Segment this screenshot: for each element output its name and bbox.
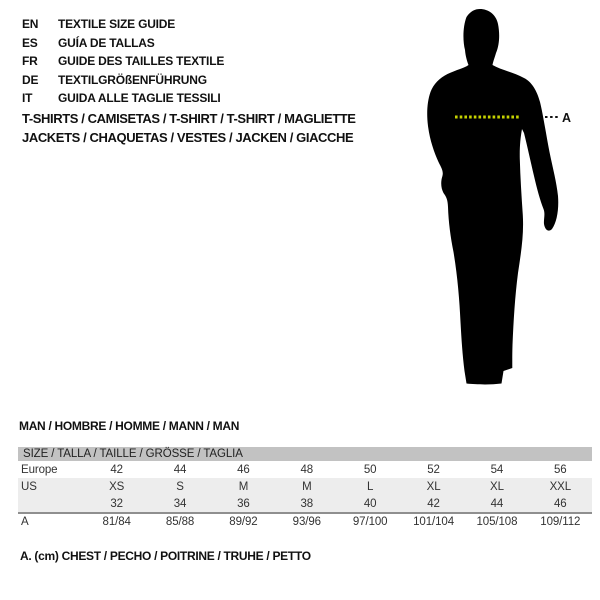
language-label: TEXTILGRÖßENFÜHRUNG [58, 72, 207, 87]
table-cell: 36 [237, 497, 250, 510]
table-cell: 42 [110, 463, 123, 476]
language-label: GUÍA DE TALLAS [58, 35, 155, 50]
table-cell: 44 [173, 463, 187, 476]
table-cell: 50 [363, 463, 377, 476]
table-cell: M [302, 480, 312, 493]
table-cell: M [238, 480, 249, 493]
table-row-europe [18, 461, 592, 478]
row-label: A [21, 515, 29, 528]
language-row-de [22, 71, 224, 90]
language-label: GUIDA ALLE TAGLIE TESSILI [58, 91, 221, 106]
table-cell: 56 [554, 463, 567, 476]
table-cell: XXL [549, 480, 572, 493]
language-row-fr [22, 52, 224, 71]
language-code: DE [22, 72, 39, 87]
language-code: EN [22, 17, 39, 32]
table-cell: 101/104 [413, 515, 454, 528]
table-cell: 54 [490, 463, 504, 476]
table-row-us-numeric [18, 495, 592, 512]
language-label: GUIDE DES TAILLES TEXTILE [58, 54, 225, 69]
table-row-chest-a [18, 512, 592, 529]
man-silhouette-figure [395, 0, 600, 400]
table-cell: XL [490, 480, 504, 493]
table-cell: 109/112 [540, 515, 581, 528]
language-row-es [22, 34, 224, 53]
section-title-man: MAN / HOMBRE / HOMME / MANN / MAN [19, 419, 240, 433]
product-type-block [22, 110, 356, 147]
table-cell: L [367, 480, 374, 493]
language-title-block [22, 15, 224, 108]
product-line-tshirts: T-SHIRTS / CAMISETAS / T-SHIRT / T-SHIRT / MAGLIETTE [22, 111, 356, 126]
table-cell: XL [426, 480, 441, 493]
table-cell: 93/96 [292, 515, 321, 528]
language-code: ES [22, 35, 38, 50]
row-label: US [21, 480, 37, 493]
table-cell: 48 [300, 463, 314, 476]
table-cell: 52 [427, 463, 440, 476]
table-row-us [18, 478, 592, 495]
table-cell: 44 [490, 497, 504, 510]
language-label: TEXTILE SIZE GUIDE [58, 17, 176, 32]
table-cell: 46 [237, 463, 250, 476]
product-line-jackets: JACKETS / CHAQUETAS / VESTES / JACKEN / GIACCHE [22, 129, 354, 145]
table-cell: 105/108 [476, 515, 518, 528]
measurement-footnote: A. (cm) CHEST / PECHO / POITRINE / TRUHE / PETTO [20, 549, 311, 563]
language-row-en [22, 15, 224, 34]
table-cell: 85/88 [165, 515, 195, 528]
table-cell: 38 [300, 497, 314, 510]
language-code: FR [22, 54, 38, 69]
size-table [18, 447, 592, 529]
table-cell: XS [109, 480, 125, 493]
language-row-it [22, 89, 224, 108]
table-cell: 42 [427, 497, 440, 510]
table-cell: 89/92 [229, 515, 258, 528]
table-cell: 34 [173, 497, 187, 510]
row-label: Europe [21, 463, 58, 476]
table-cell: 97/100 [352, 515, 388, 528]
table-cell: 81/84 [102, 515, 131, 528]
table-cell: 40 [363, 497, 377, 510]
size-table-header: SIZE / TALLA / TAILLE / GRÖSSE / TAGLIA [18, 447, 592, 461]
table-cell: 46 [554, 497, 567, 510]
table-cell: S [176, 480, 184, 493]
language-code: IT [22, 91, 33, 106]
table-cell: 32 [110, 497, 123, 510]
measurement-a-label: A [562, 111, 572, 125]
man-silhouette [427, 9, 558, 384]
